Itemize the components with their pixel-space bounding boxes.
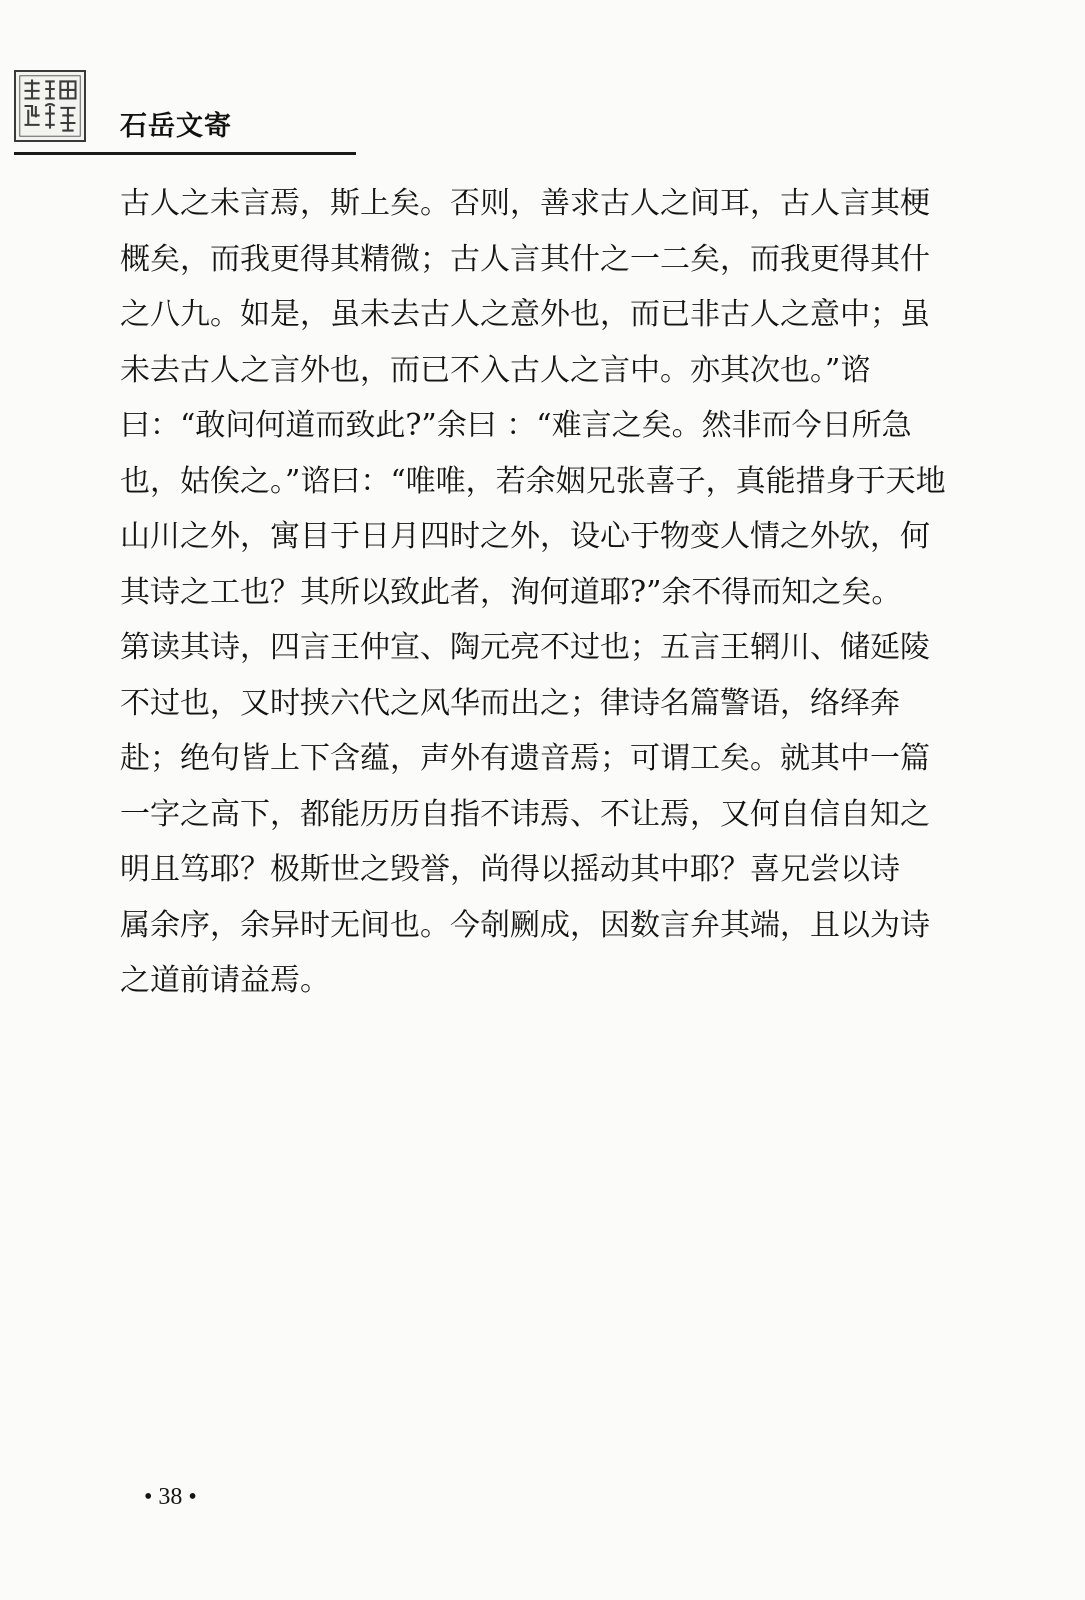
header-rule [14, 152, 356, 155]
text-line: 曰：“敢问何道而致此?”余曰 ：“难言之矣。然非而今日所急 [120, 408, 912, 443]
text-line: 古人之未言焉，斯上矣。否则，善求古人之间耳，古人言其梗 [120, 186, 930, 221]
text-line: 之道前请益焉。 [120, 963, 330, 998]
page-number: • 38 • [144, 1484, 197, 1510]
text-line: 未去古人之言外也，而已不入古人之言中。亦其次也。”谘 [120, 352, 871, 388]
text-line: 属余序，余异时无间也。今剞劂成，因数言弁其端，且以为诗 [120, 907, 930, 943]
text-line: 之八九。如是，虽未去古人之意外也，而已非古人之意中；虽 [120, 297, 930, 332]
text-line: 第读其诗，四言王仲宣、陶元亮不过也；五言王辋川、储延陵 [120, 630, 930, 665]
text-line: 一字之高下，都能历历自指不讳焉、不让焉，又何自信自知之 [120, 796, 930, 832]
seal-pattern [16, 72, 84, 140]
text-line: 概矣，而我更得其精微；古人言其什之一二矣，而我更得其什 [120, 241, 930, 277]
text-line: 也，姑俟之。”谘曰：“唯唯，若余姻兄张喜子，真能措身于天地 [120, 463, 946, 499]
text-line: 其诗之工也？其所以致此者，洵何道耶?”余不得而知之矣。 [120, 574, 902, 610]
body-text [120, 176, 972, 1009]
running-title: 石岳文寄 [120, 111, 232, 142]
seal-logo-icon [14, 70, 86, 142]
text-line: 山川之外，寓目于日月四时之外，设心于物变人情之外欤，何 [120, 519, 930, 554]
text-line: 不过也，又时挟六代之风华而出之；律诗名篇警语，络绎奔 [120, 685, 900, 721]
text-line: 明且笃耶？极斯世之毁誉，尚得以摇动其中耶？喜兄尝以诗 [120, 852, 900, 887]
text-line: 赴；绝句皆上下含蕴，声外有遗音焉；可谓工矣。就其中一篇 [120, 741, 930, 776]
